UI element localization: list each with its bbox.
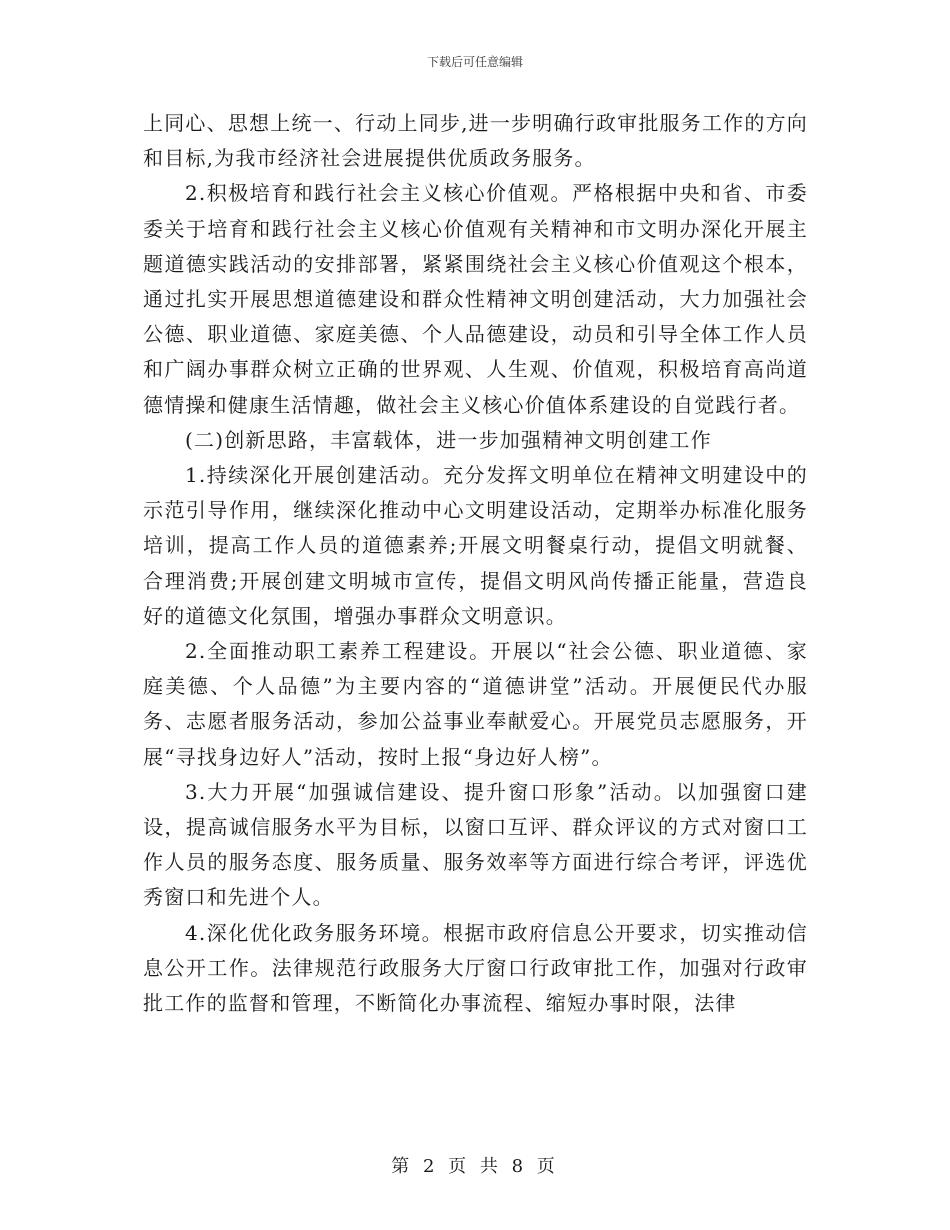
paragraph-continuation: 上同心、思想上统一、行动上同步,进一步明确行政审批服务工作的方向和目标,为我市经济社会进展提供优质政务服务。 [143, 111, 808, 171]
page-number: 第 2 页 共 8 页 [391, 1156, 559, 1177]
paragraph-item-3: 3.大力开展“加强诚信建设、提升窗口形象”活动。以加强窗口建设，提高诚信服务水平为目标，以窗口互评、群众评议的方式对窗口工作人员的服务态度、服务质量、服务效率等方面进行综合考评，评选优秀窗口和先进个人。 [143, 779, 808, 910]
page-header: 下载后可任意编辑 [426, 55, 523, 69]
paragraph-item-2: 2.积极培育和践行社会主义核心价值观。严格根据中央和省、市委委关于培育和践行社会主义核心价值观有关精神和市文明办深化开展主题道德实践活动的安排部署，紧紧围绕社会主义核心价值观这个根本，通过扎实开展思想道德建设和群众性精神文明创建活动，大力加强社会公德、职业道德、家庭美德、个人品德建设，动员和引导全体工作人员和广阔办事群众树立正确的世界观、人生观、价值观，积极培育高尚道德情操和健康生活情趣，做社会主义核心价值体系建设的自觉践行者。 [143, 181, 808, 417]
paragraph-item-1: 1.持续深化开展创建活动。充分发挥文明单位在精神文明建设中的示范引导作用，继续深化推动中心文明建设活动，定期举办标准化服务培训，提高工作人员的道德素养;开展文明餐桌行动，提倡文明就餐、合理消费;开展创建文明城市宣传，提倡文明风尚传播正能量，营造良好的道德文化氛围，增强办事群众文明意识。 [143, 463, 808, 628]
section-heading: (二)创新思路，丰富载体，进一步加强精神文明创建工作 [185, 427, 712, 452]
paragraph-item-4: 4.深化优化政务服务环境。根据市政府信息公开要求，切实推动信息公开工作。法律规范行政服务大厅窗口行政审批工作，加强对行政审批工作的监督和管理，不断简化办事流程、缩短办事时限，法律 [143, 920, 808, 1016]
document-body [143, 106, 808, 1021]
paragraph-item-2b: 2.全面推动职工素养工程建设。开展以“社会公德、职业道德、家庭美德、个人品德”为主要内容的“道德讲堂”活动。开展便民代办服务、志愿者服务活动，参加公益事业奉献爱心。开展党员志愿服务，开展“寻找身边好人”活动，按时上报“身边好人榜”。 [143, 639, 808, 769]
